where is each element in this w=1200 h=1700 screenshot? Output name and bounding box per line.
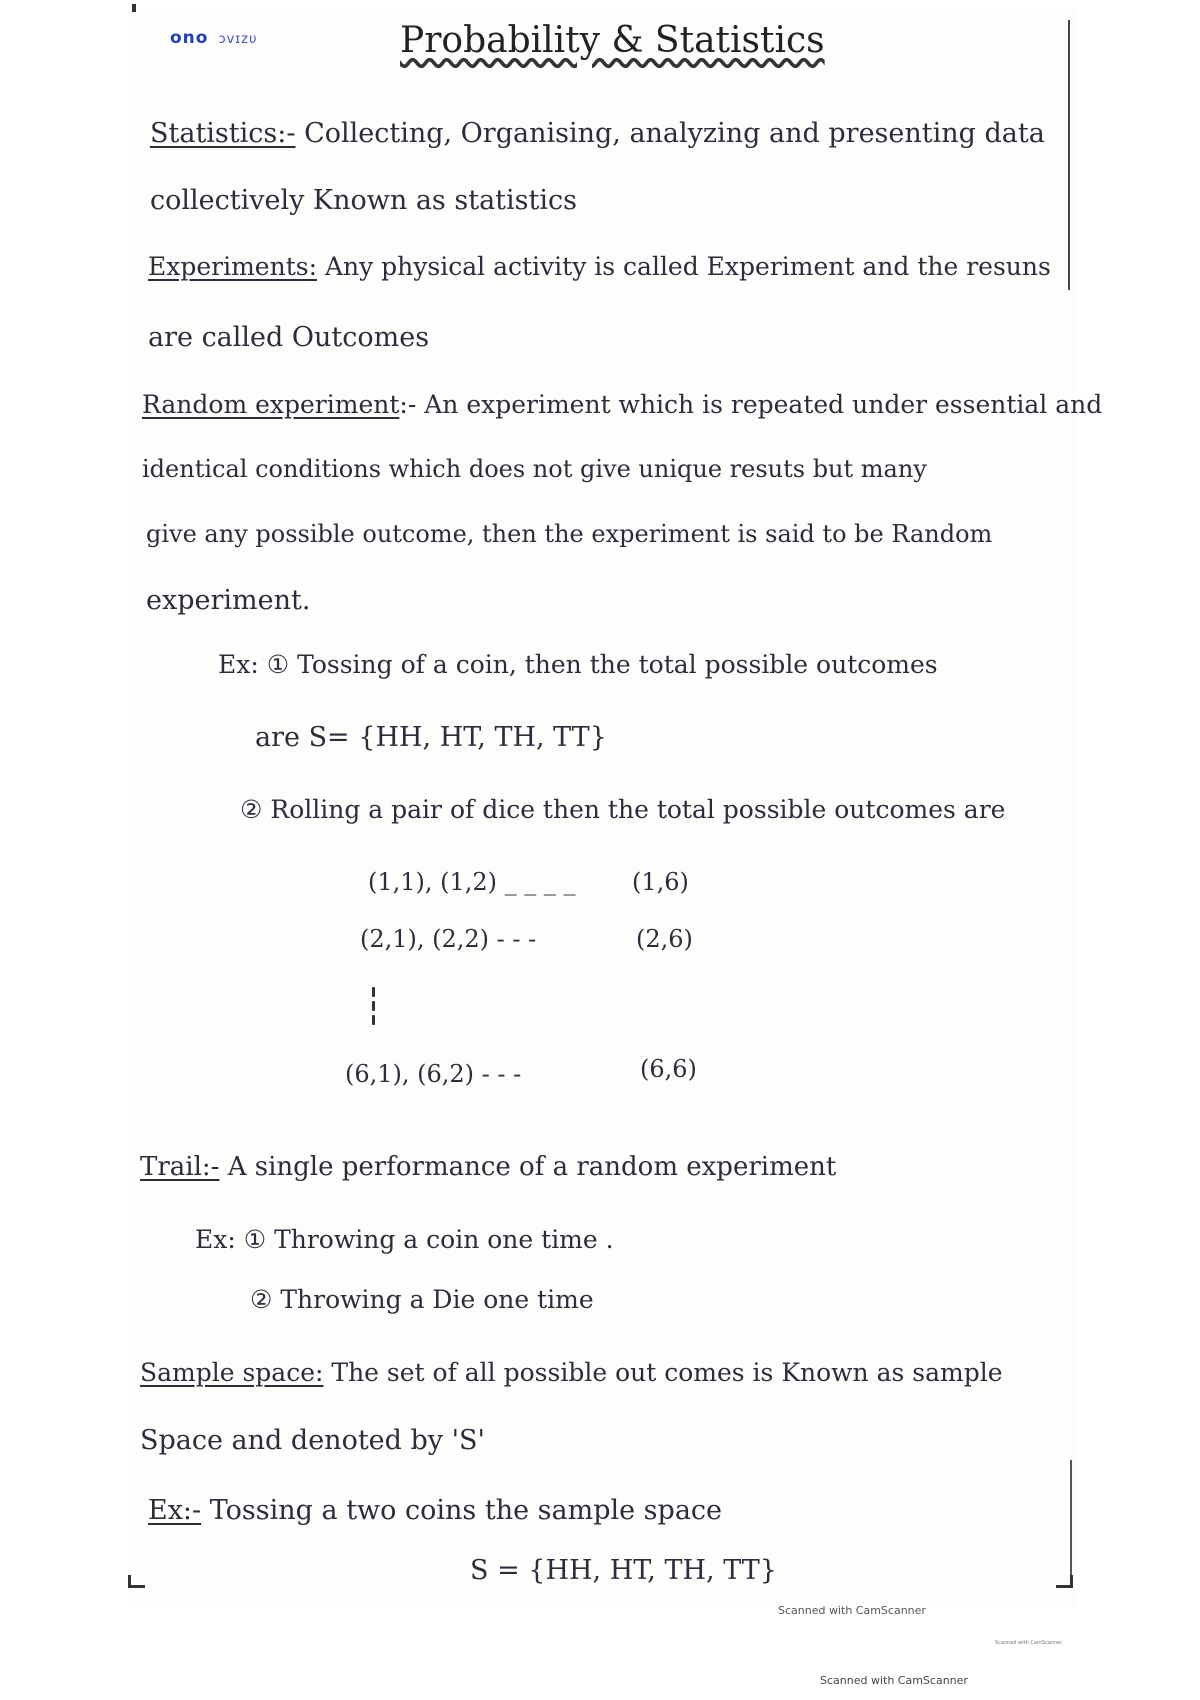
random-experiment-line [142,390,1102,419]
scanner-watermark: Scanned with CamScanner [778,1604,926,1617]
dice-row: (2,1), (2,2) - - - [360,925,537,953]
page-corner-mark [132,4,136,12]
term-trail: Trail:- [140,1152,220,1182]
experiments-definition-line [148,252,1051,281]
definition-text: identical conditions which does not give unique resuts but many [142,455,927,483]
example-text: Tossing a two coins the sample space [209,1495,723,1526]
logo-text: ono [170,28,209,48]
page-corner-mark [1056,1575,1073,1588]
definition-text: Any physical activity is called Experiment and the resuns [324,252,1051,281]
logo-subtext: ɔvɪzυ [218,32,258,47]
example-label: Ex:- [148,1495,202,1526]
definition-text: Space and denoted by 'S' [140,1425,485,1456]
definition-text: A single performance of a random experiment [227,1152,837,1182]
term-statistics: Statistics:- [150,118,296,149]
statistics-definition-line [150,118,1045,149]
page-edge-line [1068,20,1070,290]
page-edge-line [1070,1460,1072,1580]
example-text: Tossing of a coin, then the total possible outcomes [297,650,938,679]
scanner-watermark: Scanned with CamScanner [995,1640,1063,1646]
trail-definition-line [140,1152,836,1182]
example-text: Rolling a pair of dice then the total possible outcomes are [270,795,1006,824]
example-line: Ex: ① Throwing a coin one time . [195,1225,614,1254]
definition-text: are called Outcomes [148,322,430,353]
definition-text: give any possible outcome, then the experiment is said to be Random [146,520,993,548]
definition-text: :- An experiment which is repeated under essential and [399,390,1103,419]
definition-text: collectively Known as statistics [150,185,577,216]
dice-row: (1,1), (1,2) _ _ _ _ [368,868,576,896]
dice-row-end: (1,6) [632,868,689,896]
page-corner-mark [128,1575,145,1588]
term-experiments: Experiments: [148,252,317,281]
definition-text: Collecting, Organising, analyzing and presenting data [304,118,1045,149]
definition-text: The set of all possible out comes is Known as sample [331,1358,1003,1387]
example-label: ② [240,795,263,824]
example-line [218,650,938,679]
dice-row-end: (2,6) [636,925,693,953]
dice-row-end: (6,6) [640,1055,697,1083]
term-sample-space: Sample space: [140,1358,324,1387]
example-line [240,795,1005,824]
example-line: ② Throwing a Die one time [250,1285,594,1314]
example-label: Ex: ① [218,650,290,679]
sample-space-definition-line [140,1358,1003,1387]
term-random-experiment: Random experiment [142,390,400,419]
example-set: S = {HH, HT, TH, TT} [470,1555,777,1586]
page-title: Probability & Statistics [400,20,825,61]
vertical-ellipsis [370,985,376,1033]
example-line [148,1495,722,1526]
dice-row: (6,1), (6,2) - - - [345,1060,522,1088]
scanner-watermark: Scanned with CamScanner [820,1674,968,1687]
example-set: are S= {HH, HT, TH, TT} [255,722,607,753]
notebook-logo [170,28,257,48]
definition-text: experiment. [146,585,311,616]
